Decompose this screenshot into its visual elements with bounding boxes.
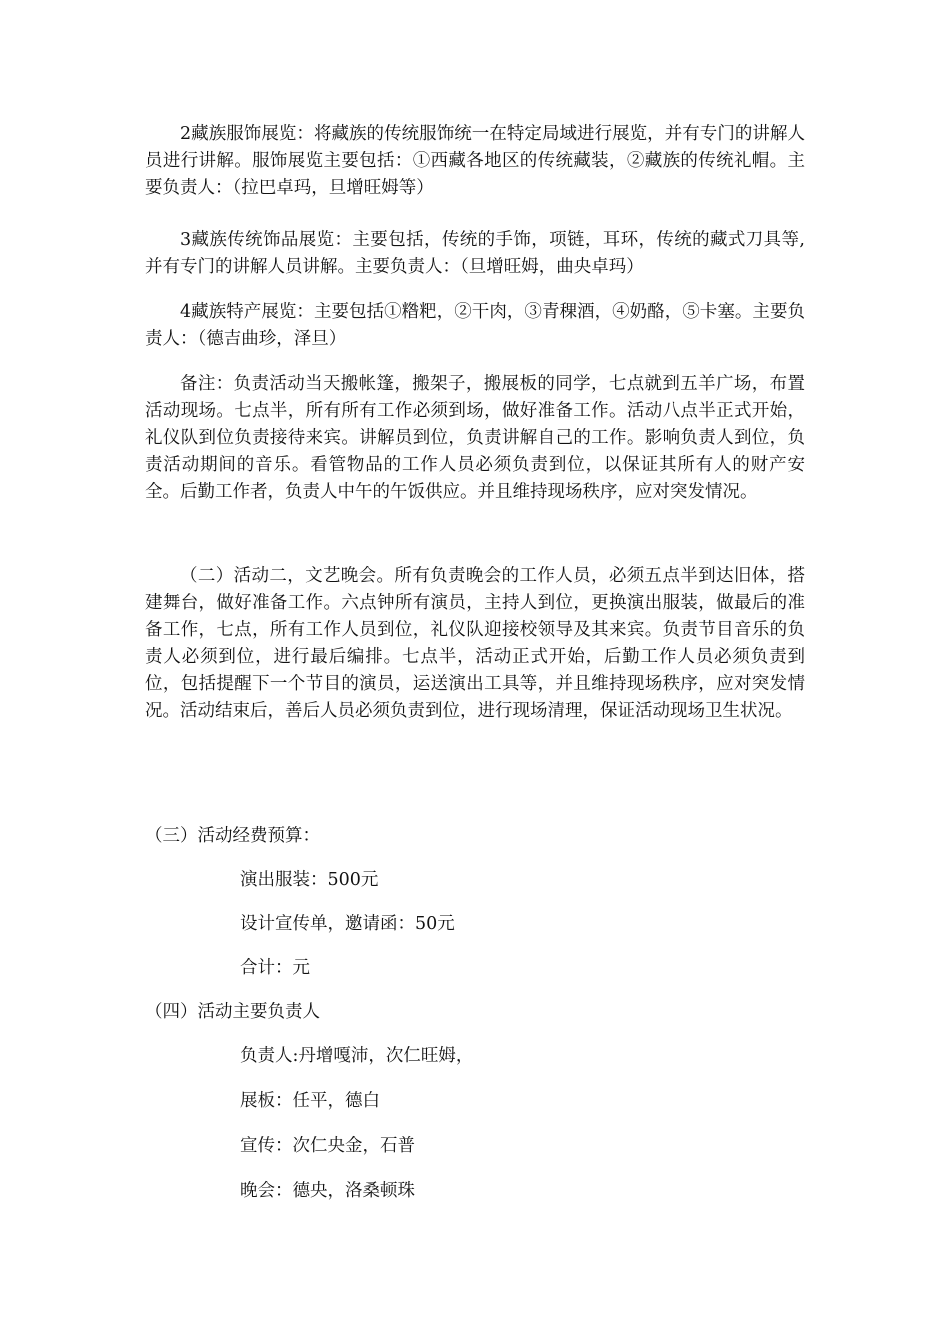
leader-item-gala: 晚会：德央，洛桑顿珠	[240, 1181, 415, 1201]
evening-gala-paragraph: （二）活动二，文艺晚会。所有负责晚会的工作人员，必须五点半到达旧体，搭建舞台，做好准备工作。六点钟所有演员，主持人到位，更换演出服装，做最后的准备工作，七点，所有工作人员到位，礼仪队迎接校领导及其来宾。负责节目音乐的负责人必须到位，进行最后编排。七点半，活动正式开始，后勤工作人员必须负责到位，包括提醒下一个节目的演员，运送演出工具等，并且维持现场秩序，应对突发情况。活动结束后，善后人员必须负责到位，进行现场清理，保证活动现场卫生状况。	[145, 566, 805, 721]
ornament-exhibition-paragraph: 3藏族传统饰品展览：主要包括，传统的手饰，项链，耳环，传统的藏式刀具等,并有专门的讲解人员讲解。主要负责人：（旦增旺姆，曲央卓玛）	[145, 230, 805, 277]
budget-item-costumes: 演出服装：500元	[240, 870, 379, 890]
specialty-exhibition-paragraph: 4藏族特产展览：主要包括①糌粑，②干肉，③青稞酒，④奶酪，⑤卡塞。主要负责人：（德吉曲珍，泽旦）	[145, 302, 805, 349]
leaders-heading: （四）活动主要负责人	[145, 1002, 320, 1022]
costume-exhibition-paragraph: 2藏族服饰展览：将藏族的传统服饰统一在特定局域进行展览，并有专门的讲解人员进行讲解。服饰展览主要包括：①西藏各地区的传统藏装，②藏族的传统礼帽。主要负责人：（拉巴卓玛，旦增旺姆等）	[145, 124, 805, 198]
leader-item-publicity: 宣传：次仁央金，石普	[240, 1136, 415, 1156]
leader-item-display-boards: 展板：任平，德白	[240, 1091, 380, 1111]
budget-item-flyers: 设计宣传单，邀请函：50元	[240, 914, 455, 934]
leader-item-main: 负责人:丹增嘎沛，次仁旺姆，	[240, 1046, 474, 1066]
budget-item-total: 合计：元	[240, 958, 310, 978]
budget-heading: （三）活动经费预算：	[145, 826, 320, 846]
remarks-paragraph: 备注：负责活动当天搬帐篷，搬架子，搬展板的同学，七点就到五羊广场，布置活动现场。七点半，所有所有工作必须到场，做好准备工作。活动八点半正式开始，礼仪队到位负责接待来宾。讲解员到位，负责讲解自己的工作。影响负责人到位，负责活动期间的音乐。看管物品的工作人员必须负责到位，以保证其所有人的财产安全。后勤工作者，负责人中午的午饭供应。并且维持现场秩序，应对突发情况。	[145, 374, 805, 502]
